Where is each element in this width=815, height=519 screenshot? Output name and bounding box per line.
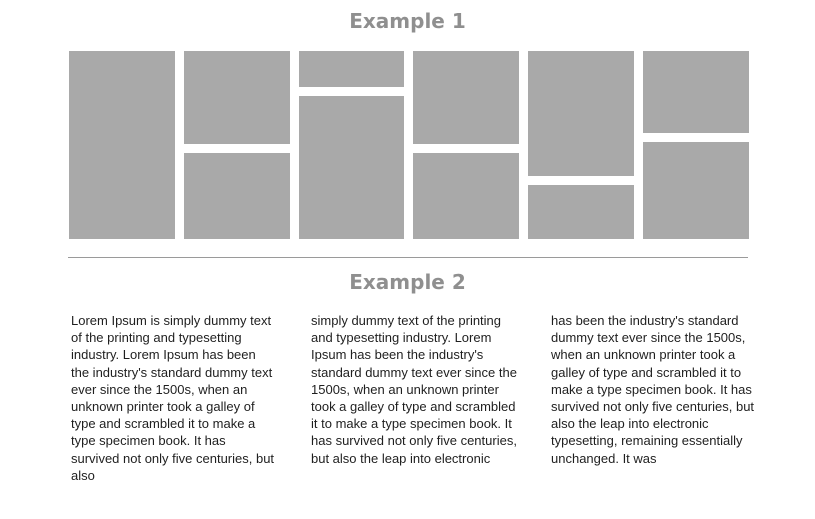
placeholder-block — [528, 185, 634, 239]
example-2-heading: Example 2 — [349, 270, 466, 294]
block-column-2 — [184, 51, 290, 239]
placeholder-block — [643, 142, 749, 239]
text-column-1: Lorem Ipsum is simply dummy text of the printing and typesetting industry. Lorem Ipsum has been the industry's standard dummy text ever since the 1500s, when an unknown printer took a galley of type and scrambled it to make a type specimen book. It has survived not only five centuries, but also — [71, 313, 275, 483]
text-columns-container — [71, 312, 761, 484]
placeholder-block — [299, 96, 405, 239]
masonry-block-grid — [69, 51, 749, 239]
placeholder-block — [299, 51, 405, 87]
placeholder-block — [69, 51, 175, 239]
block-column-4 — [413, 51, 519, 239]
placeholder-block — [184, 51, 290, 144]
placeholder-block — [643, 51, 749, 133]
block-column-3 — [299, 51, 405, 239]
placeholder-block — [184, 153, 290, 239]
section-divider — [68, 257, 748, 258]
example-1-heading: Example 1 — [349, 9, 466, 33]
text-column-3: has been the industry's standard dummy text ever since the 1500s, when an unknown printer took a galley of type and scrambled it to make a type specimen book. It has survived not only five centuries, but also the leap into electronic typesetting, remaining essentially unchanged. It was — [551, 313, 755, 466]
text-column-2: simply dummy text of the printing and typesetting industry. Lorem Ipsum has been the industry's standard dummy text ever since the 1500s, when an unknown printer took a galley of type and scrambled it to make a type specimen book. It has survived not only five centuries, but also the leap into electronic — [311, 313, 517, 466]
placeholder-block — [413, 153, 519, 239]
placeholder-block — [528, 51, 634, 176]
block-column-1 — [69, 51, 175, 239]
placeholder-block — [413, 51, 519, 144]
block-column-6 — [643, 51, 749, 239]
block-column-5 — [528, 51, 634, 239]
